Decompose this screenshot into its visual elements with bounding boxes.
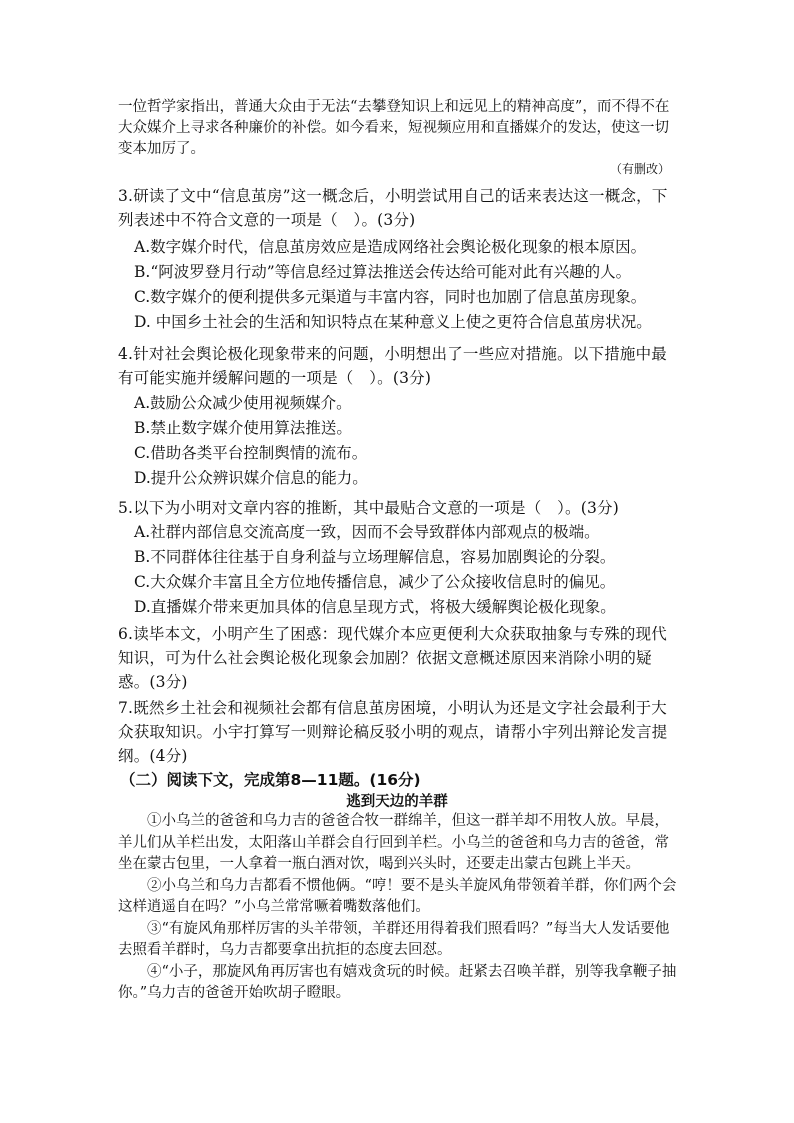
question-5-option-d: D.直播媒介带来更加具体的信息呈现方式，将极大缓解舆论极化现象。 (134, 598, 616, 616)
question-3-option-b: B.“阿波罗登月行动”等信息经过算法推送会传达给可能对此有兴趣的人。 (134, 263, 632, 281)
question-3-option-c: C.数字媒介的便利提供多元渠道与丰富内容，同时也加剧了信息茧房现象。 (134, 288, 647, 306)
question-4-options (134, 391, 694, 491)
question-4-option-d: D.提升公众辨识媒介信息的能力。 (134, 469, 368, 487)
intro-paragraph: 一位哲学家指出，普通大众由于无法“去攀登知识上和远见上的精神高度”，而不得不在大众媒介上寻求各种廉价的补偿。如今看来，短视频应用和直播媒介的发达，使这一切变本加厉了。 (118, 99, 670, 157)
question-5-option-c: C.大众媒介丰富且全方位地传播信息，减少了公众接收信息时的偏见。 (134, 573, 616, 591)
question-5-stem: 5.以下为小明对文章内容的推断，其中最贴合文意的一项是（ ）。(3分) (118, 499, 619, 517)
section-two-heading: （二）阅读下文，完成第8—11题。(16分) (120, 771, 421, 789)
question-6: 6.读毕本文，小明产生了困惑：现代媒介本应更便利大众获取抽象与专殊的现代知识，可为什么社会舆论极化现象会加剧？依据文意概述原因来消除小明的疑惑。(3分) (118, 625, 667, 691)
story-body (118, 811, 678, 1005)
question-5-option-a: A.社群内部信息交流高度一致，因而不会导致群体内部观点的极端。 (134, 523, 600, 541)
question-5-option-b: B.不同群体往往基于自身利益与立场理解信息，容易加剧舆论的分裂。 (134, 548, 616, 566)
question-7: 7.既然乡土社会和视频社会都有信息茧房困境，小明认为还是文字社会最利于大众获取知识。小宇打算写一则辩论稿反驳小明的观点，请帮小宇列出辩论发言提纲。(4分) (118, 699, 668, 765)
question-3-option-a: A.数字媒介时代，信息茧房效应是造成网络社会舆论极化现象的根本原因。 (134, 238, 647, 256)
question-4-option-a: A.鼓励公众减少使用视频媒介。 (134, 394, 352, 412)
source-note: （有删改） (609, 162, 670, 176)
story-paragraph-1: ①小乌兰的爸爸和乌力吉的爸爸合牧一群绵羊，但这一群羊却不用牧人放。早晨，羊儿们从羊栏出发，太阳落山羊群会自行回到羊栏。小乌兰的爸爸和乌力吉的爸爸，常坐在蒙古包里，一人拿着一瓶白酒对饮，喝到兴头时，还要走出蒙古包跳上半天。 (118, 813, 669, 872)
question-4-stem: 4.针对社会舆论极化现象带来的问题，小明想出了一些应对措施。以下措施中最有可能实施并缓解问题的一项是（ ）。(3分) (118, 345, 667, 387)
question-5-options (134, 520, 694, 620)
question-3-stem: 3.研读了文中“信息茧房”这一概念后，小明尝试用自己的话来表达这一概念，下列表述中不符合文意的一项是（ ）。(3分) (118, 187, 668, 229)
question-4-option-c: C.借助各类平台控制舆情的流布。 (134, 444, 368, 462)
story-paragraph-4: ④“小子，那旋风角再厉害也有嬉戏贪玩的时候。赶紧去召唤羊群，别等我拿鞭子抽你。”乌力吉的爸爸开始吹胡子瞪眼。 (118, 963, 677, 1001)
question-3-option-d: D. 中国乡土社会的生活和知识特点在某种意义上使之更符合信息茧房状况。 (134, 313, 652, 331)
story-paragraph-2: ②小乌兰和乌力吉都看不惯他俩。“哼！要不是头羊旋风角带领着羊群，你们两个会这样逍遥自在吗？”小乌兰常常噘着嘴数落他们。 (118, 877, 677, 915)
question-3-options (134, 235, 694, 335)
story-title: 逃到天边的羊群 (346, 793, 448, 810)
story-paragraph-3: ③“有旋风角那样厉害的头羊带领，羊群还用得着我们照看吗？”每当大人发话要他去照看羊群时，乌力吉都要拿出抗拒的态度去回怼。 (118, 920, 670, 958)
question-4-option-b: B.禁止数字媒介使用算法推送。 (134, 419, 352, 437)
